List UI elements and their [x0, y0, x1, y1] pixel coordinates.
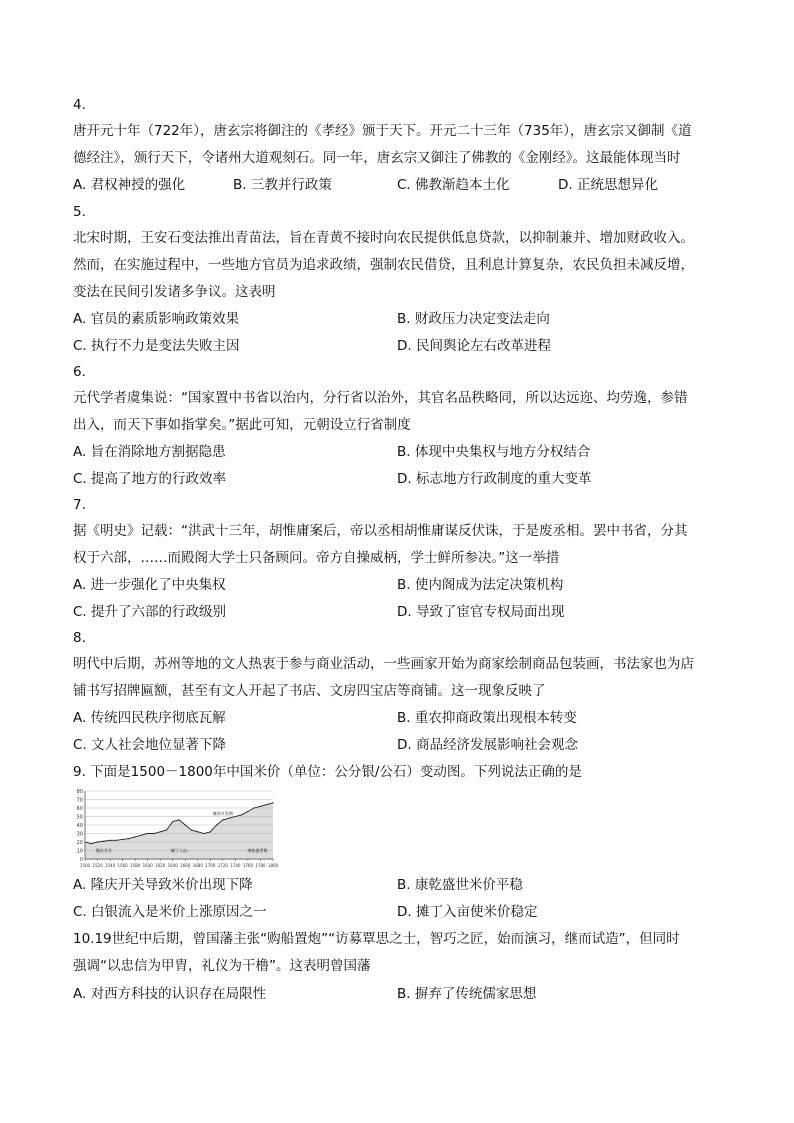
chart-x-tick-label: 1640 [167, 863, 178, 868]
chart-y-tick-label: 60 [76, 805, 83, 812]
q9-stem: 9. 下面是1500－1800年中国米价（单位：公分银/公石）变动图。下列说法正确的是 [73, 764, 582, 780]
chart-point [266, 804, 267, 805]
q5-option-a[interactable]: A. 官员的素质影响政策效果 [73, 311, 240, 327]
q8-option-d[interactable]: D. 商品经济发展影响社会观念 [397, 737, 578, 753]
q8-stem-line-2: 铺书写招牌匾额，甚至有文人开起了书店、文房四宝店等商铺。这一现象反映了 [73, 683, 546, 699]
chart-point [185, 824, 186, 825]
q6-stem-line-1: 元代学者虞集说：“国家置中书省以治内，分行省以治外，其官名品秩略同，所以达远迩、均劳逸，参错 [73, 390, 688, 406]
chart-point [191, 830, 192, 831]
chart-point [84, 841, 85, 842]
chart-x-tick-label: 1540 [104, 863, 116, 868]
chart-point [235, 816, 236, 817]
chart-x-tick-label: 1620 [155, 863, 166, 868]
chart-y-tick-label: 30 [76, 831, 83, 838]
chart-x-tick-label: 1520 [92, 863, 103, 868]
q10-stem-line-2: 强调“以忠信为甲胄，礼仪为干橹”。这表明曾国藩 [73, 958, 371, 974]
chart-y-tick-label: 40 [76, 822, 83, 829]
q5-number: 5. [73, 204, 86, 220]
chart-point [254, 807, 255, 808]
chart-x-tick-labels [80, 863, 279, 868]
chart-y-tick-label: 20 [76, 839, 83, 846]
chart-point [222, 819, 223, 820]
chart-point [247, 811, 248, 812]
chart-point [128, 838, 129, 839]
chart-point [91, 843, 92, 844]
chart-point [116, 840, 117, 841]
q5-option-b[interactable]: B. 财政压力决定变法走向 [397, 311, 550, 327]
chart-y-tick-label: 70 [76, 797, 83, 804]
q6-option-c[interactable]: C. 提高了地方的行政效率 [73, 471, 227, 487]
chart-x-tick-label: 1660 [180, 863, 191, 868]
q9-option-a[interactable]: A. 隆庆开关导致米价出现下降 [73, 877, 253, 893]
q9-option-c[interactable]: C. 白银流入是米价上涨原因之一 [73, 904, 267, 920]
chart-point [122, 839, 123, 840]
chart-annotation: 隆庆开关 [95, 848, 112, 854]
chart-point [153, 833, 154, 834]
chart-point [135, 836, 136, 837]
chart-point [272, 802, 273, 803]
chart-x-tick-label: 1680 [192, 863, 203, 868]
q4-option-b[interactable]: B. 三教并行政策 [233, 177, 332, 193]
rice-price-chart [73, 787, 281, 869]
q10-option-a[interactable]: A. 对西方科技的认识存在局限性 [73, 986, 267, 1002]
q10-option-b[interactable]: B. 摒弃了传统儒家思想 [397, 986, 537, 1002]
q5-stem-line-3: 变法在民间引发诸多争议。这表明 [73, 284, 276, 300]
chart-y-tick-label: 80 [76, 788, 83, 795]
chart-point [210, 831, 211, 832]
chart-point [216, 824, 217, 825]
chart-point [241, 814, 242, 815]
q6-option-b[interactable]: B. 体现中央集权与地方分权结合 [397, 444, 591, 460]
q8-option-b[interactable]: B. 重农抑商政策出现根本转变 [397, 710, 577, 726]
chart-point [166, 830, 167, 831]
chart-annotation: 康乾盛世期 [247, 848, 268, 854]
q7-option-d[interactable]: D. 导致了宦官专权局面出现 [397, 604, 565, 620]
q4-number: 4. [73, 97, 86, 113]
chart-point [172, 821, 173, 822]
q5-option-c[interactable]: C. 执行不力是变法失败主因 [73, 338, 240, 354]
chart-point [178, 819, 179, 820]
q7-option-b[interactable]: B. 使内阁成为法定决策机构 [397, 577, 564, 593]
q9-option-d[interactable]: D. 摊丁入亩使米价稳定 [397, 904, 538, 920]
chart-point [229, 818, 230, 819]
chart-point [147, 833, 148, 834]
chart-point [103, 841, 104, 842]
chart-point [109, 840, 110, 841]
q4-option-a[interactable]: A. 君权神授的强化 [73, 177, 186, 193]
chart-x-tick-label: 1760 [242, 863, 254, 868]
q8-number: 8. [73, 630, 86, 646]
q6-option-a[interactable]: A. 旨在消除地方割据隐患 [73, 444, 226, 460]
chart-x-tick-label: 1700 [205, 863, 216, 868]
chart-x-tick-label: 1580 [130, 863, 141, 868]
q9-option-b[interactable]: B. 康乾盛世米价平稳 [397, 877, 523, 893]
q8-option-c[interactable]: C. 文人社会地位显著下降 [73, 737, 227, 753]
q7-option-c[interactable]: C. 提升了六部的行政级别 [73, 604, 227, 620]
chart-x-tick-label: 1500 [79, 863, 91, 868]
chart-y-tick-label: 10 [76, 848, 83, 855]
q4-stem-line-1: 唐开元十年（722年），唐玄宗将御注的《孝经》颁于天下。开元二十三年（735年），唐玄宗又御制《道 [73, 123, 692, 139]
chart-y-tick-label: 0 [79, 856, 83, 863]
q4-stem-line-2: 德经注》，颁行天下，令诸州大道观刻石。同一年，唐玄宗又御注了佛教的《金刚经》。这最能体现当时 [73, 150, 681, 166]
chart-x-tick-label: 1800 [267, 863, 279, 868]
q6-stem-line-2: 出入，而天下事如指掌矣。”据此可知，元朝设立行省制度 [73, 417, 411, 433]
q8-option-a[interactable]: A. 传统四民秩序彻底瓦解 [73, 710, 226, 726]
chart-x-tick-label: 1600 [142, 863, 153, 868]
chart-y-tick-label: 50 [76, 814, 83, 821]
chart-x-tick-label: 1720 [217, 863, 228, 868]
q10-stem-line-1: 10.19世纪中后期，曾国藩主张“购船置炮”“访募覃思之士，智巧之匠，始而演习，继而试造”，但同时 [73, 931, 680, 947]
chart-annotation: 雍南开发期 [212, 810, 233, 816]
q7-option-a[interactable]: A. 进一步强化了中央集权 [73, 577, 226, 593]
q6-number: 6. [73, 364, 86, 380]
chart-point [160, 831, 161, 832]
q5-stem-line-2: 然而，在实施过程中，一些地方官员为追求政绩，强制农民借贷，且利息计算复杂，农民负担未减反增， [73, 257, 694, 273]
chart-y-tick-labels [77, 789, 83, 863]
q5-stem-line-1: 北宋时期，王安石变法推出青苗法，旨在青黄不接时向农民提供低息贷款，以抑制兼并、增加财政收入。 [73, 230, 694, 246]
chart-annotation: 摊丁入亩 [171, 848, 187, 854]
chart-point [97, 841, 98, 842]
chart-point [141, 835, 142, 836]
chart-x-tick-label: 1560 [117, 863, 128, 868]
q4-option-d[interactable]: D. 正统思想异化 [558, 177, 658, 193]
chart-x-tick-label: 1780 [255, 863, 266, 868]
q7-stem-line-2: 权于六部，……而殿阁大学士只备顾问。帝方自操威柄，学士鲜所参决。”这一举措 [73, 550, 560, 566]
chart-point [260, 806, 261, 807]
chart-point [203, 833, 204, 834]
q7-stem-line-1: 据《明史》记载：“洪武十三年，胡惟庸案后，帝以丞相胡惟庸谋反伏诛，于是废丞相。罢中书省，分其 [73, 523, 688, 539]
chart-x-tick-label: 1740 [230, 863, 241, 868]
q7-number: 7. [73, 497, 86, 513]
q8-stem-line-1: 明代中后期，苏州等地的文人热衷于参与商业活动，一些画家开始为商家绘制商品包装画，书法家也为店 [73, 656, 694, 672]
q6-option-d[interactable]: D. 标志地方行政制度的重大变革 [397, 471, 592, 487]
q5-option-d[interactable]: D. 民间舆论左右改革进程 [397, 338, 551, 354]
chart-point [197, 831, 198, 832]
q4-option-c[interactable]: C. 佛教渐趋本土化 [397, 177, 510, 193]
